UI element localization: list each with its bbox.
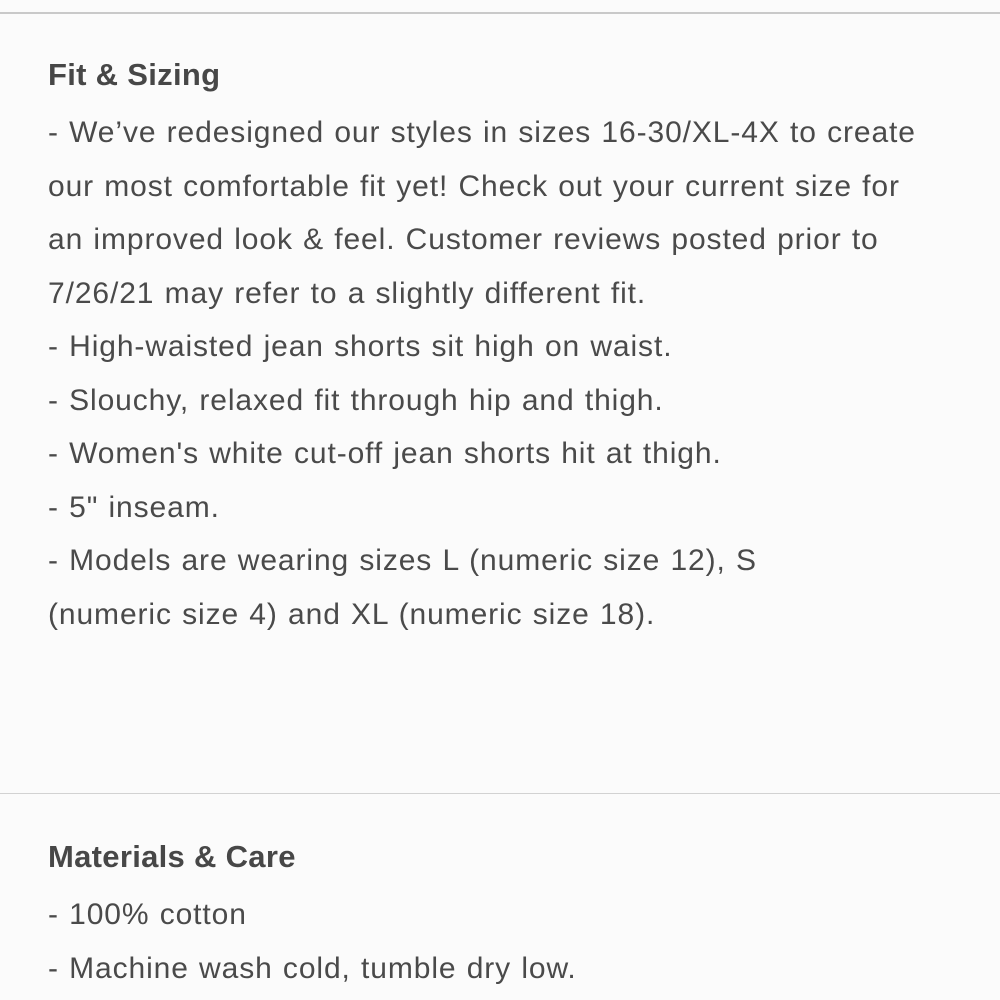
- materials-care-item: - Machine wash cold, tumble dry low.: [48, 951, 577, 985]
- fit-sizing-item: - Slouchy, relaxed fit through hip and thigh.: [48, 383, 664, 417]
- materials-care-heading: Materials & Care: [48, 839, 296, 874]
- fit-sizing-heading: Fit & Sizing: [48, 57, 221, 92]
- fit-sizing-list: [48, 320, 948, 641]
- fit-sizing-item: (numeric size 4) and XL (numeric size 18).: [48, 597, 656, 631]
- materials-care-list: [48, 888, 948, 995]
- top-divider: [0, 12, 1000, 14]
- section-divider: [0, 793, 1000, 794]
- fit-sizing-intro: - We’ve redesigned our styles in sizes 16-30/XL-4X to create our most comfortable fit yet! Check out your current size for an improved look & feel. Customer reviews posted prior to 7/26/21 may refer to a slightly different fit.: [48, 116, 916, 310]
- fit-sizing-item: - High-waisted jean shorts sit high on waist.: [48, 330, 673, 363]
- fit-sizing-item: - 5" inseam.: [48, 490, 220, 524]
- fit-sizing-item: - Models are wearing sizes L (numeric size 12), S: [48, 544, 757, 577]
- fit-sizing-item: - Women's white cut-off jean shorts hit at thigh.: [48, 437, 722, 470]
- materials-care-section: [48, 834, 948, 995]
- fit-sizing-section: [48, 52, 948, 641]
- materials-care-item: - 100% cotton: [48, 898, 247, 931]
